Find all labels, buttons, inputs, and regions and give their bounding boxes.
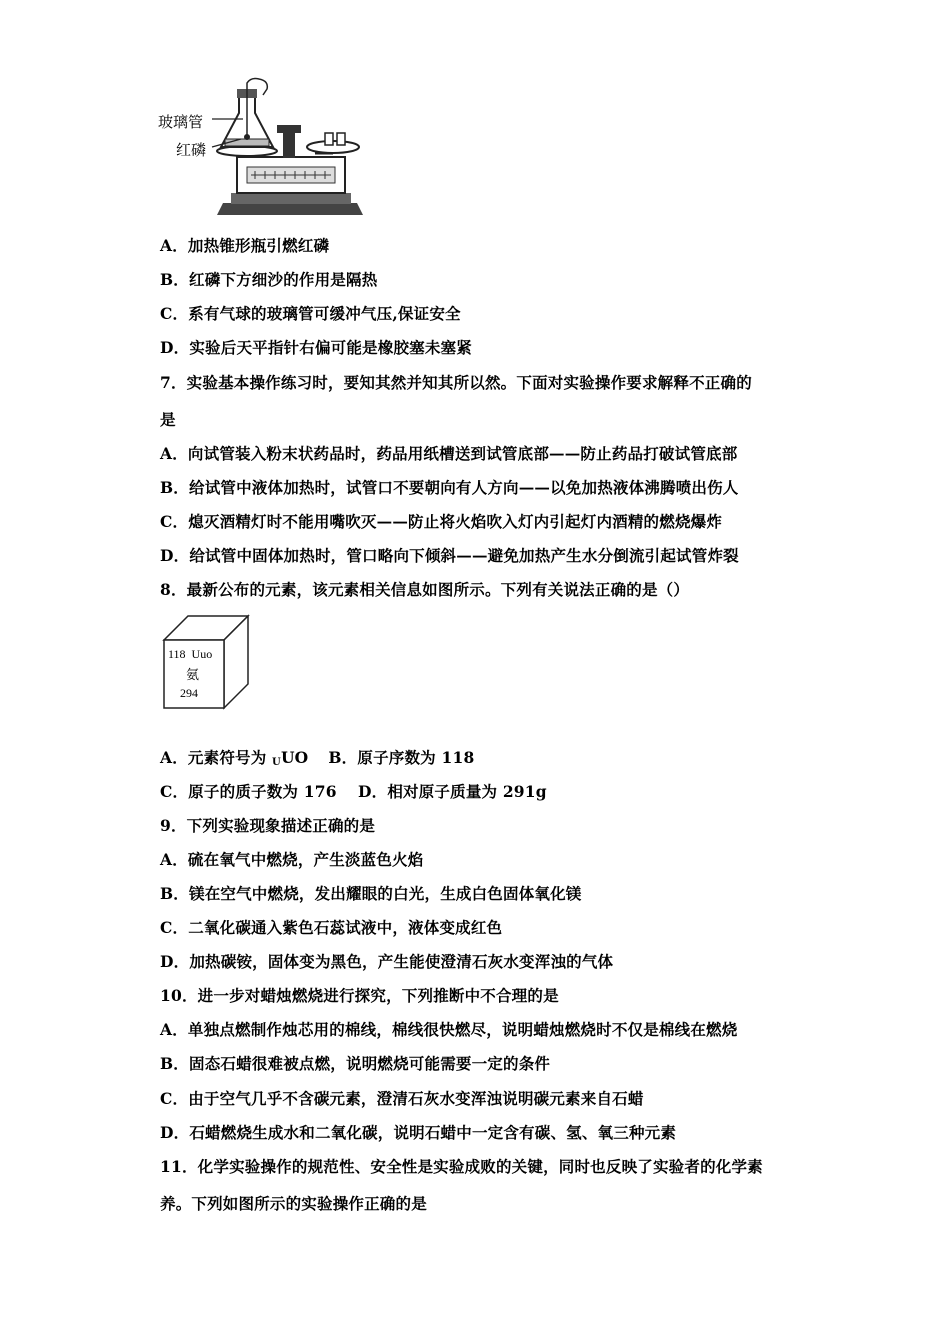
q9-stem: 9．下列实验现象描述正确的是 xyxy=(160,816,376,835)
q8-option-a-prefix: A．元素符号为 xyxy=(160,748,273,767)
q7-option-d: D．给试管中固体加热时，管口略向下倾斜——避免加热产生水分倒流引起试管炸裂 xyxy=(160,546,739,565)
q7-stem-line1: 7．实验基本操作练习时，要知其然并知其所以然。下面对实验操作要求解释不正确的 xyxy=(160,373,752,392)
element-cube-figure xyxy=(160,612,252,712)
q9-option-b: B．镁在空气中燃烧，发出耀眼的白光，生成白色固体氧化镁 xyxy=(160,884,582,903)
q7-option-b: B．给试管中液体加热时，试管口不要朝向有人方向——以免加热液体沸腾喷出伤人 xyxy=(160,478,739,497)
q8-option-a-sub: U xyxy=(272,757,281,768)
red-phosphorus-label: 红磷 xyxy=(176,141,207,159)
q6-option-d: D．实验后天平指针右偏可能是橡胶塞未塞紧 xyxy=(160,338,472,357)
q8-stem: 8．最新公布的元素，该元素相关信息如图所示。下列有关说法正确的是（） xyxy=(160,580,690,599)
q6-option-a: A．加热锥形瓶引燃红磷 xyxy=(160,236,330,255)
q8-options-ab xyxy=(160,748,474,773)
q9-option-a: A．硫在氧气中燃烧，产生淡蓝色火焰 xyxy=(160,850,424,869)
q7-option-c: C．熄灭酒精灯时不能用嘴吹灭——防止将火焰吹入灯内引起灯内酒精的燃烧爆炸 xyxy=(160,512,723,531)
q10-option-d: D．石蜡燃烧生成水和二氧化碳，说明石蜡中一定含有碳、氢、氧三种元素 xyxy=(160,1123,677,1142)
q8-option-b: B．原子序数为 118 xyxy=(328,748,475,767)
element-mass: 294 xyxy=(180,686,198,700)
q11-stem-line2: 养。下列如图所示的实验操作正确的是 xyxy=(160,1194,427,1213)
q6-option-b: B．红磷下方细沙的作用是隔热 xyxy=(160,270,378,289)
balance-base xyxy=(217,203,363,215)
red-phosphorus xyxy=(244,134,250,140)
element-name: 氨 xyxy=(186,668,200,683)
q9-option-c: C．二氧化碳通入紫色石蕊试液中，液体变成红色 xyxy=(160,918,503,937)
q10-option-a: A．单独点燃制作烛芯用的棉线，棉线很快燃尽，说明蜡烛燃烧时不仅是棉线在燃烧 xyxy=(160,1020,738,1039)
q10-option-b: B．固态石蜡很难被点燃，说明燃烧可能需要一定的条件 xyxy=(160,1054,551,1073)
q8-option-a-main: UO xyxy=(280,748,309,767)
q10-option-c: C．由于空气几乎不含碳元素，澄清石灰水变浑浊说明碳元素来自石蜡 xyxy=(160,1089,644,1108)
q8-options-cd: C．原子的质子数为 176 D．相对原子质量为 291g xyxy=(160,782,547,801)
q7-option-a: A．向试管装入粉末状药品时，药品用纸槽送到试管底部——防止药品打破试管底部 xyxy=(160,444,738,463)
weight-1 xyxy=(325,133,333,145)
q10-stem: 10．进一步对蜡烛燃烧进行探究，下列推断中不合理的是 xyxy=(160,986,559,1005)
q9-option-d: D．加热碳铵，固体变为黑色，产生能使澄清石灰水变浑浊的气体 xyxy=(160,952,614,971)
q6-option-c: C．系有气球的玻璃管可缓冲气压,保证安全 xyxy=(160,304,461,323)
element-number-symbol: 118 Uuo xyxy=(168,647,213,661)
glass-tube-label: 玻璃管 xyxy=(158,113,204,131)
q11-stem-line1: 11．化学实验操作的规范性、安全性是实验成败的关键，同时也反映了实验者的化学素 xyxy=(160,1157,763,1176)
weight-2 xyxy=(337,133,345,145)
q7-stem-line2: 是 xyxy=(160,410,176,429)
